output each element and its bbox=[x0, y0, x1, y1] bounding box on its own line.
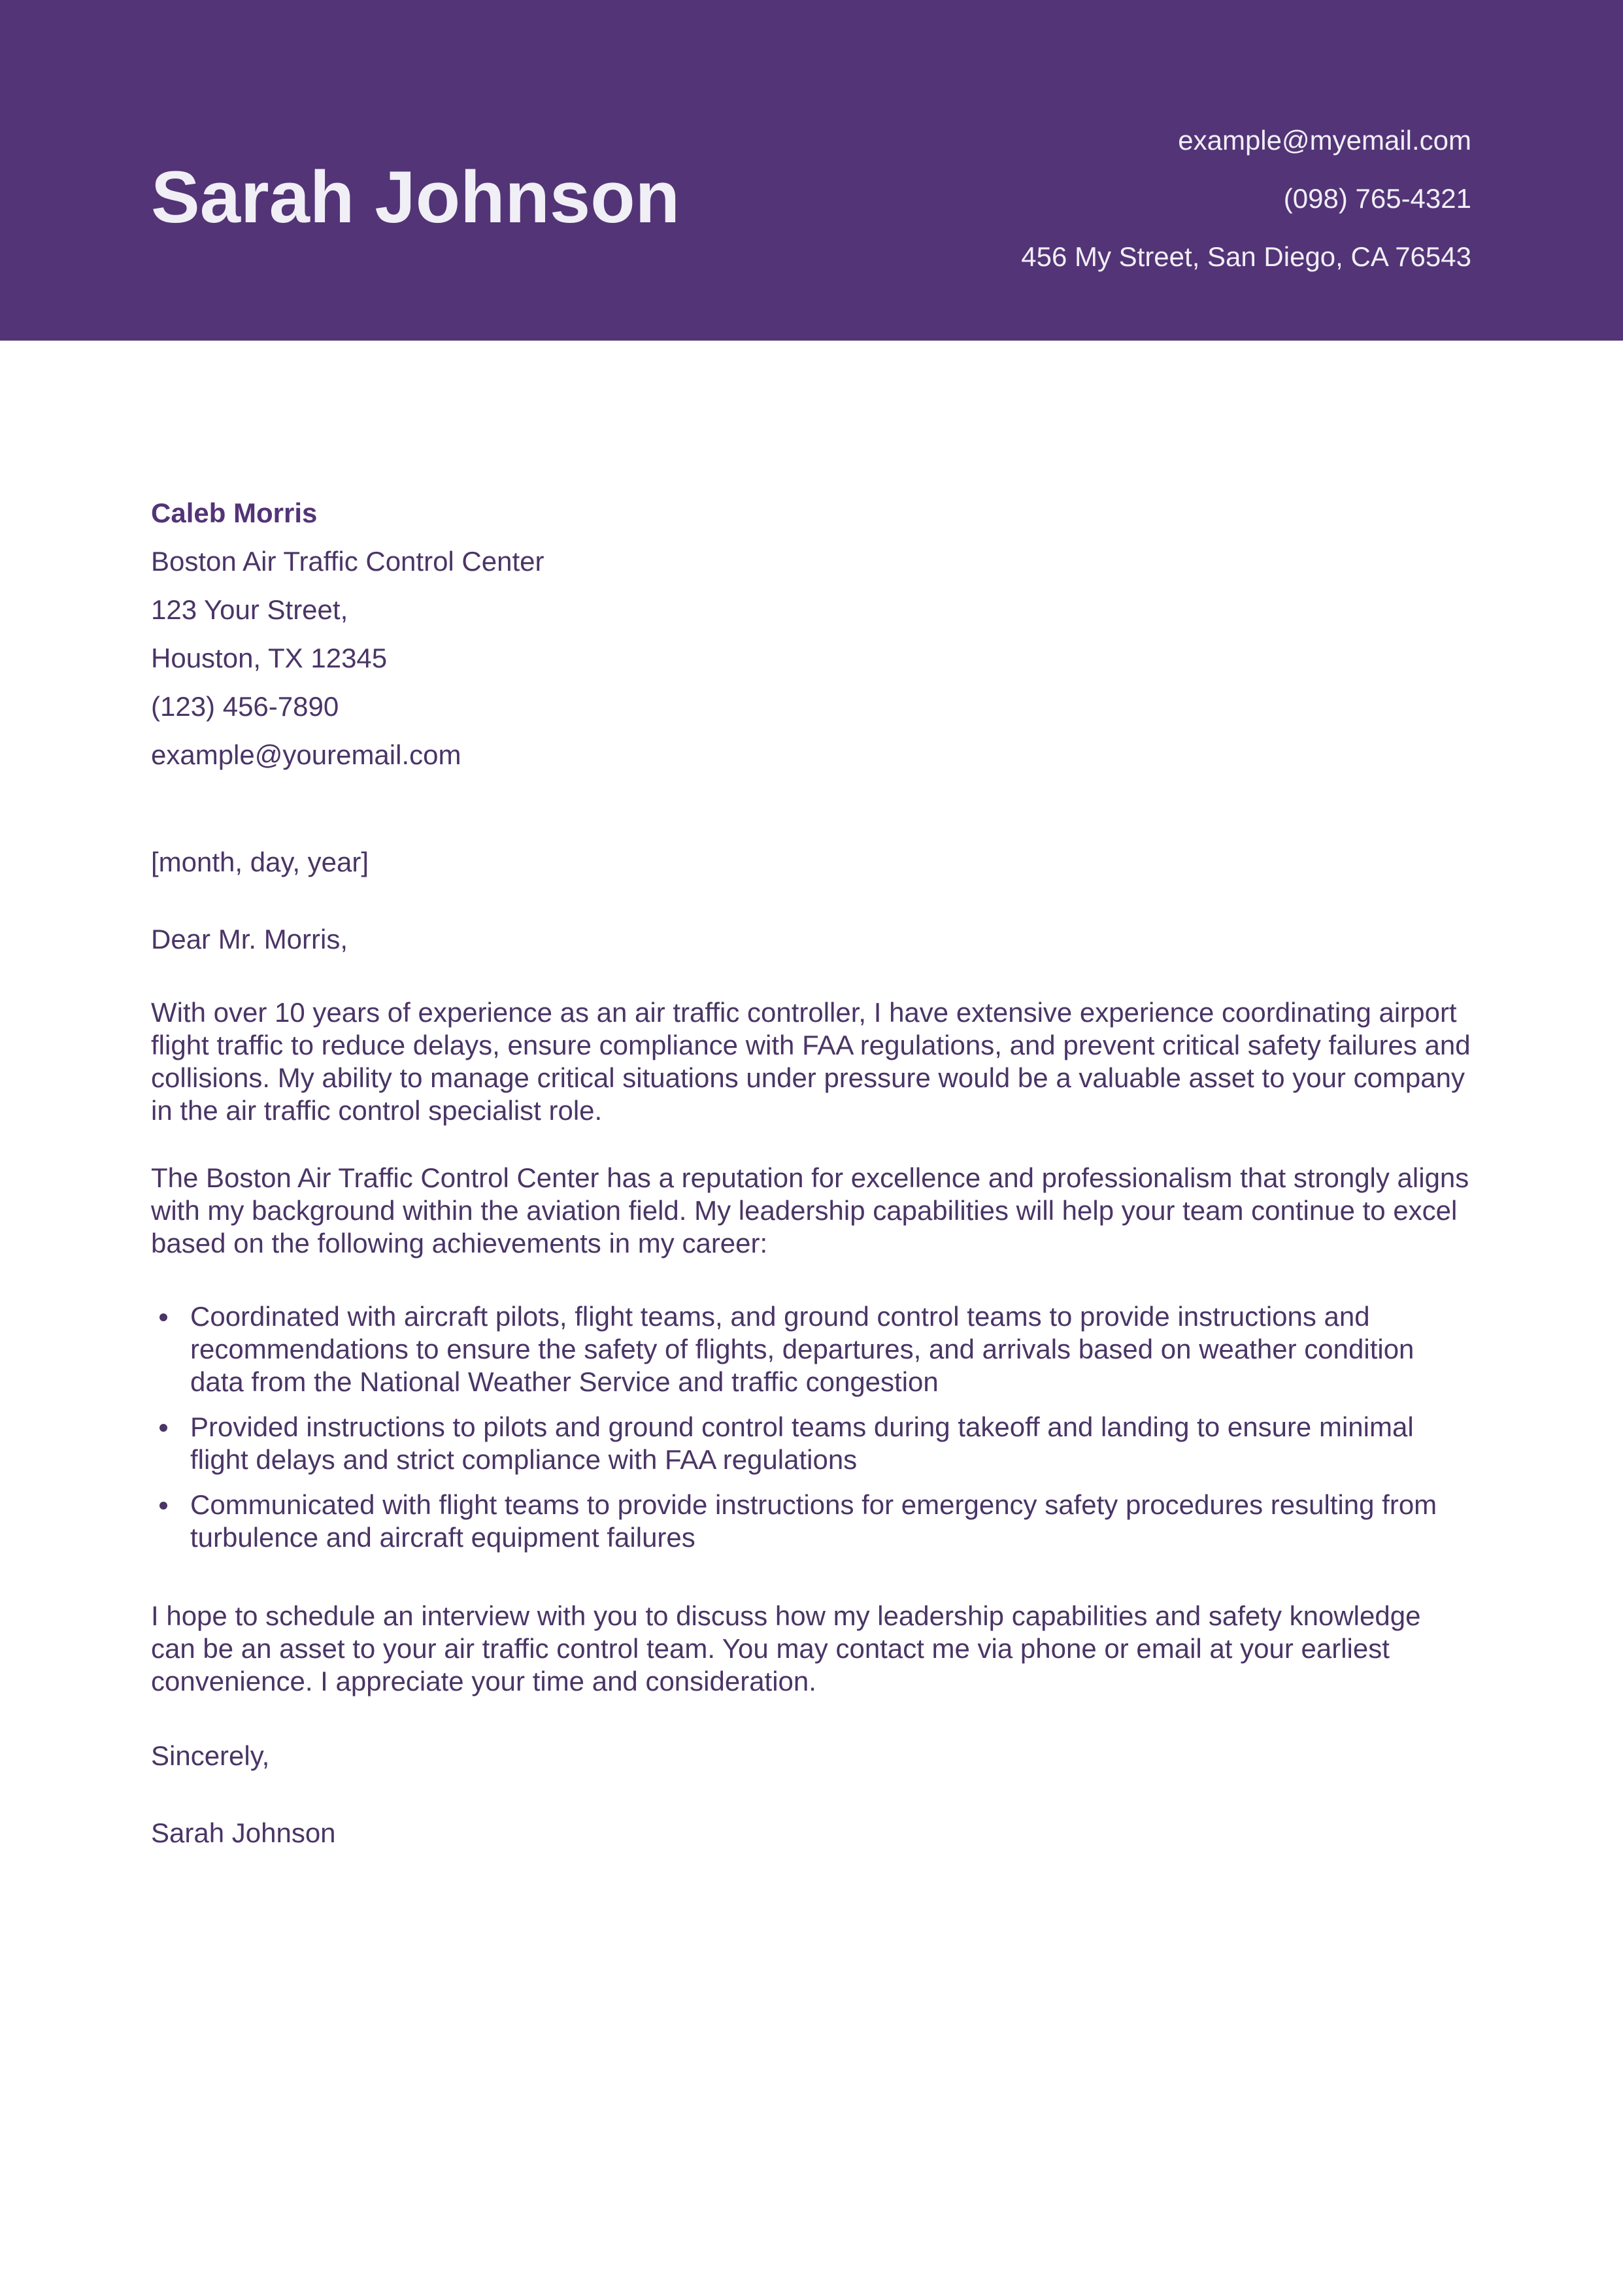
recipient-phone: (123) 456-7890 bbox=[151, 691, 339, 722]
recipient-company: Boston Air Traffic Control Center bbox=[151, 546, 544, 577]
list-item-text: Communicated with flight teams to provide instructions for emergency safety procedures resulting from turbulence and aircraft equipment failures bbox=[190, 1489, 1437, 1553]
list-item-text: Coordinated with aircraft pilots, flight teams, and ground control teams to provide instructions and recommendations to ensure the safety of flights, departures, and arrivals based on weather condition data from the National Weather Service and traffic congestion bbox=[190, 1301, 1414, 1397]
salutation: Dear Mr. Morris, bbox=[151, 924, 348, 954]
recipient-block bbox=[151, 489, 1471, 779]
sender-email: example@myemail.com bbox=[1178, 125, 1471, 156]
signature: Sarah Johnson bbox=[151, 1817, 336, 1848]
header-banner bbox=[0, 0, 1623, 341]
list-item bbox=[151, 1411, 1471, 1476]
sender-address: 456 My Street, San Diego, CA 76543 bbox=[1021, 241, 1471, 272]
bullet-icon bbox=[159, 1424, 167, 1432]
letter-date: [month, day, year] bbox=[151, 847, 369, 877]
body-paragraph-2: The Boston Air Traffic Control Center has a reputation for excellence and professionalism that strongly aligns with my background within the aviation field. My leadership capabilities will help your team continue to excel based on the following achievements in my career: bbox=[151, 1162, 1469, 1258]
body-paragraph-3: I hope to schedule an interview with you to discuss how my leadership capabilities and safety knowledge can be an asset to your air traffic control team. You may contact me via phone or email at your earliest convenience. I appreciate your time and consideration. bbox=[151, 1600, 1421, 1697]
list-item bbox=[151, 1300, 1471, 1398]
closing: Sincerely, bbox=[151, 1740, 270, 1771]
list-item-text: Provided instructions to pilots and ground control teams during takeoff and landing to ensure minimal flight delays and strict compliance with FAA regulations bbox=[190, 1411, 1414, 1475]
list-item bbox=[151, 1489, 1471, 1554]
recipient-street: 123 Your Street, bbox=[151, 594, 348, 625]
bullet-icon bbox=[159, 1313, 167, 1321]
recipient-name: Caleb Morris bbox=[151, 498, 318, 528]
sender-name: Sarah Johnson bbox=[151, 156, 680, 238]
achievements-list bbox=[151, 1300, 1471, 1554]
letter-body bbox=[151, 489, 1471, 1857]
sender-contact-block bbox=[1021, 111, 1471, 286]
recipient-email: example@youremail.com bbox=[151, 739, 461, 770]
bullet-icon bbox=[159, 1502, 167, 1510]
recipient-city: Houston, TX 12345 bbox=[151, 643, 388, 673]
sender-phone: (098) 765-4321 bbox=[1283, 183, 1471, 214]
body-paragraph-1: With over 10 years of experience as an air traffic controller, I have extensive experience coordinating airport flight traffic to reduce delays, ensure compliance with FAA regulations, and prevent critical safety failures and collisions. My ability to manage critical situations under pressure would be a valuable asset to your company in the air traffic control specialist role. bbox=[151, 997, 1471, 1126]
